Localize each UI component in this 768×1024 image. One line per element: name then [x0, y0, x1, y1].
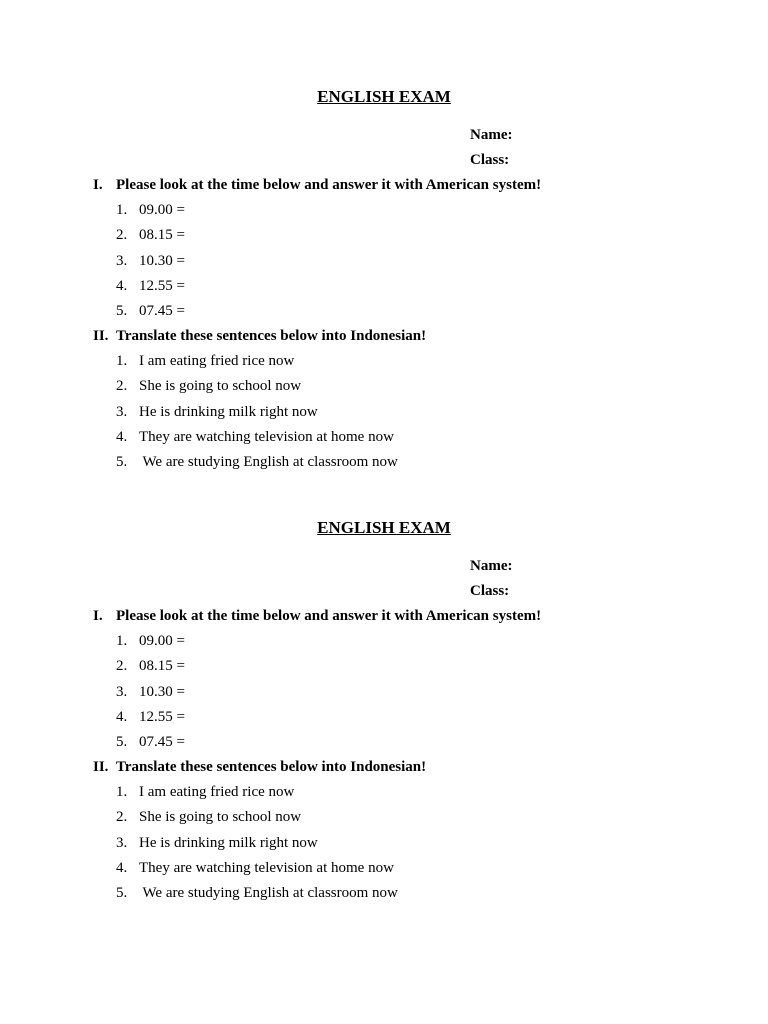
question-number: 1. — [116, 633, 128, 650]
question-item — [93, 453, 713, 471]
question-number: 4. — [116, 859, 128, 876]
section-number: I. — [93, 608, 103, 624]
question-item — [93, 428, 713, 446]
question-text: I am eating fried rice now — [139, 353, 295, 370]
question-item — [93, 884, 713, 902]
exam-title: ENGLISH EXAM — [317, 87, 451, 106]
question-number: 2. — [116, 227, 128, 244]
question-number: 5. — [116, 733, 128, 750]
question-item — [93, 859, 713, 877]
question-item — [93, 226, 713, 244]
question-number: 5. — [116, 453, 128, 470]
question-text: They are watching television at home now — [139, 428, 394, 445]
question-item — [93, 277, 713, 295]
question-item — [93, 252, 713, 270]
question-number: 2. — [116, 658, 128, 675]
section-heading — [93, 176, 713, 194]
question-text: She is going to school now — [139, 378, 302, 395]
question-text: We are studying English at classroom now — [139, 453, 398, 470]
question-number: 5. — [116, 884, 128, 901]
question-text: We are studying English at classroom now — [139, 884, 398, 901]
question-text: 10.30 = — [139, 252, 185, 269]
question-item — [93, 352, 713, 370]
question-item — [93, 632, 713, 650]
question-number: 4. — [116, 428, 128, 445]
question-text: 12.55 = — [139, 708, 185, 725]
section-number: II. — [93, 328, 109, 344]
question-text: 07.45 = — [139, 302, 185, 319]
question-text: 10.30 = — [139, 683, 185, 700]
question-number: 1. — [116, 202, 128, 219]
question-number: 2. — [116, 809, 128, 826]
question-item — [93, 657, 713, 675]
question-number: 5. — [116, 302, 128, 319]
exam-sheet — [0, 87, 768, 470]
question-item — [93, 834, 713, 852]
question-text: They are watching television at home now — [139, 859, 394, 876]
section-translation — [93, 758, 713, 902]
question-item — [93, 783, 713, 801]
section-heading — [93, 607, 713, 625]
question-number: 3. — [116, 834, 128, 851]
question-number: 4. — [116, 708, 128, 725]
question-item — [93, 302, 713, 320]
name-label: Name: — [470, 127, 513, 143]
question-text: He is drinking milk right now — [139, 403, 318, 420]
question-text: 12.55 = — [139, 277, 185, 294]
class-label: Class: — [470, 152, 510, 168]
question-text: He is drinking milk right now — [139, 834, 318, 851]
question-list — [93, 352, 713, 471]
question-number: 3. — [116, 252, 128, 269]
question-number: 1. — [116, 353, 128, 370]
question-item — [93, 403, 713, 421]
question-item — [93, 733, 713, 751]
question-item — [93, 708, 713, 726]
section-instruction: Please look at the time below and answer it with American system! — [116, 608, 542, 624]
class-label: Class: — [470, 583, 510, 599]
question-text: I am eating fried rice now — [139, 784, 295, 801]
section-heading — [93, 327, 713, 345]
question-list — [93, 632, 713, 751]
exam-title: ENGLISH EXAM — [317, 518, 451, 537]
question-number: 1. — [116, 784, 128, 801]
section-number: II. — [93, 759, 109, 775]
section-number: I. — [93, 177, 103, 193]
exam-sheet — [0, 518, 768, 901]
question-item — [93, 377, 713, 395]
question-number: 2. — [116, 378, 128, 395]
section-instruction: Please look at the time below and answer it with American system! — [116, 177, 542, 193]
section-translation — [93, 327, 713, 471]
question-text: 09.00 = — [139, 202, 185, 219]
question-number: 4. — [116, 277, 128, 294]
question-item — [93, 201, 713, 219]
question-text: 07.45 = — [139, 733, 185, 750]
question-item — [93, 808, 713, 826]
question-list — [93, 783, 713, 902]
question-number: 3. — [116, 683, 128, 700]
question-list — [93, 201, 713, 320]
question-text: 08.15 = — [139, 227, 185, 244]
section-time-questions — [93, 607, 713, 751]
question-item — [93, 683, 713, 701]
question-number: 3. — [116, 403, 128, 420]
question-text: She is going to school now — [139, 809, 302, 826]
question-text: 09.00 = — [139, 633, 185, 650]
section-instruction: Translate these sentences below into Indonesian! — [116, 759, 427, 775]
name-label: Name: — [470, 558, 513, 574]
section-time-questions — [93, 176, 713, 320]
section-heading — [93, 758, 713, 776]
question-text: 08.15 = — [139, 658, 185, 675]
section-instruction: Translate these sentences below into Indonesian! — [116, 328, 427, 344]
